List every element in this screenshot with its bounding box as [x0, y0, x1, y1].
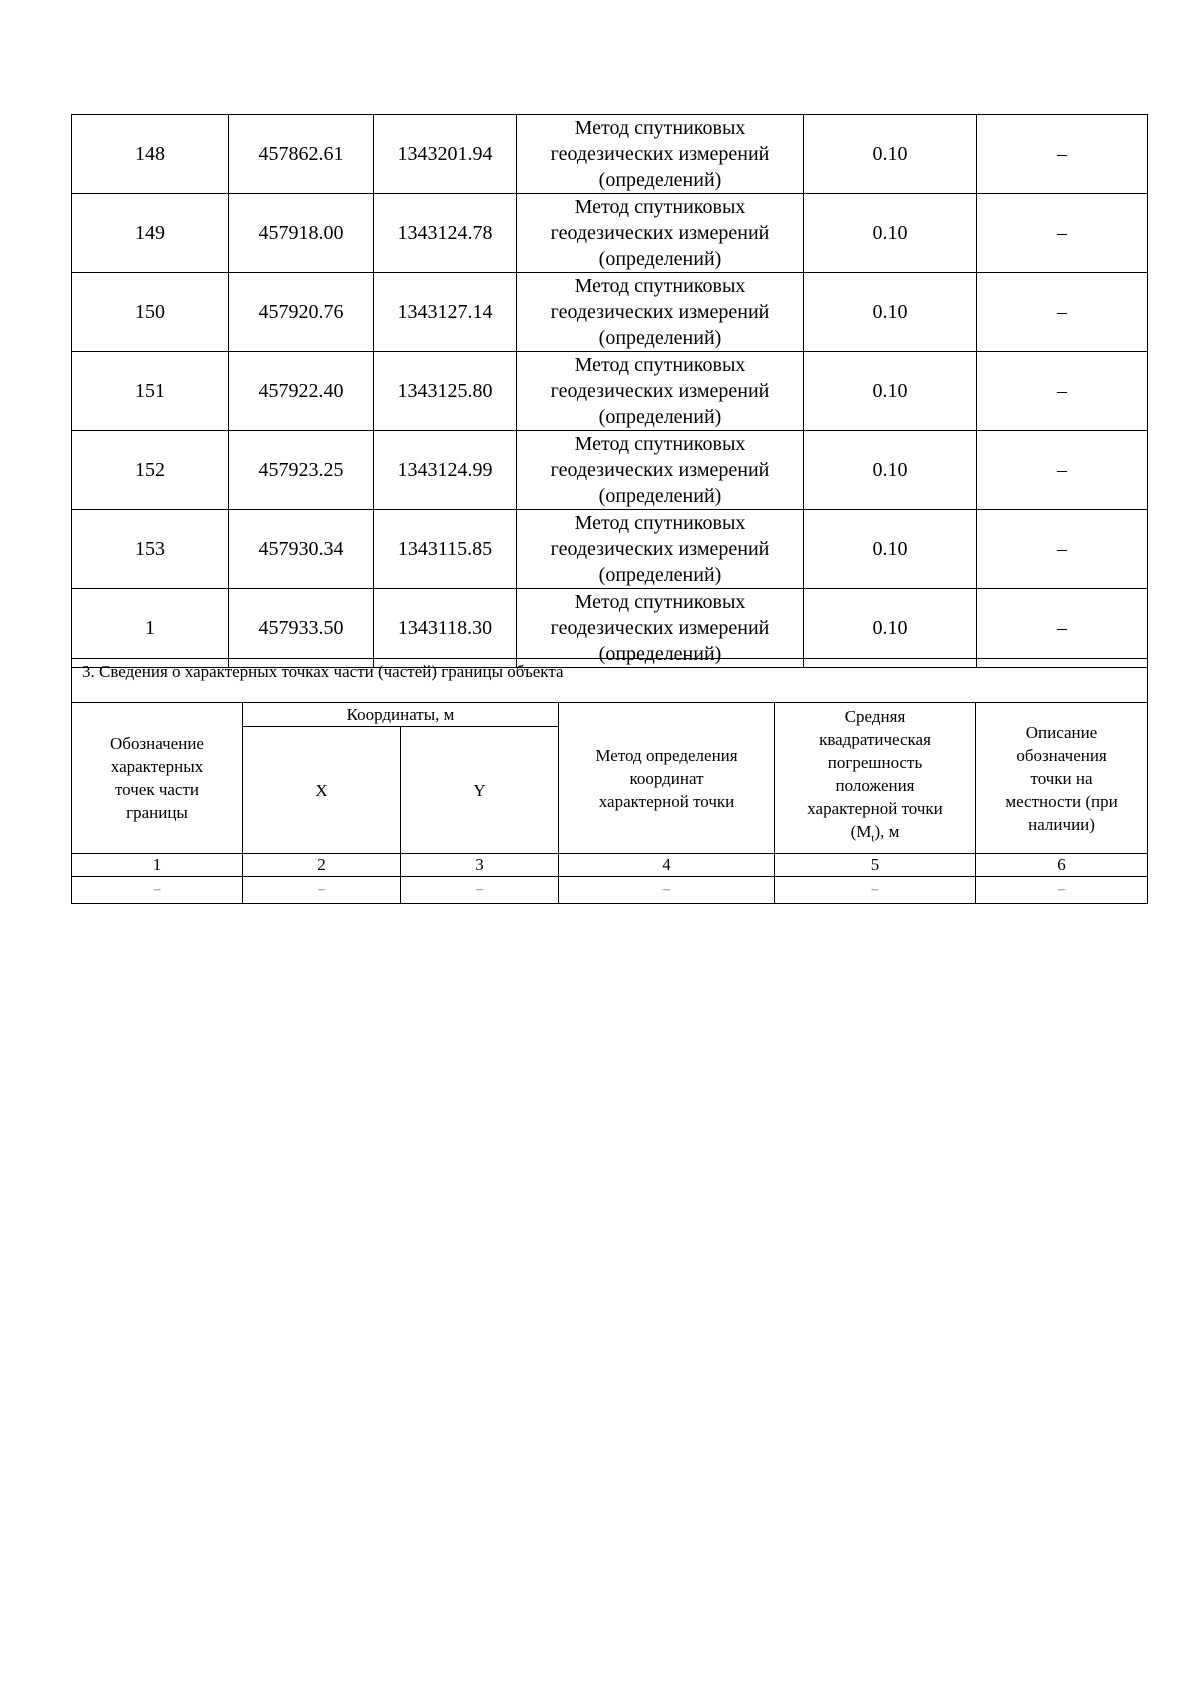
- coord-y: 1343115.85: [374, 510, 517, 589]
- point-number: 149: [72, 194, 229, 273]
- coord-x: 457923.25: [229, 431, 374, 510]
- method-line: (определений): [598, 485, 722, 507]
- point-description: –: [977, 510, 1148, 589]
- mean-error: 0.10: [804, 273, 977, 352]
- table-row: [72, 352, 1148, 431]
- coord-y: 1343124.99: [374, 431, 517, 510]
- header-error: Средняя квадратическая погрешность положения характерной точки $(M_t)$, м: [775, 703, 976, 854]
- mean-error: 0.10: [804, 510, 977, 589]
- mean-error: 0.10: [804, 194, 977, 273]
- method-line: Метод спутниковых: [574, 275, 746, 297]
- point-description: –: [977, 273, 1148, 352]
- mean-error: 0.10: [804, 589, 977, 668]
- header-description: Описание обозначения точки на местности (при наличии): [976, 703, 1148, 854]
- coord-x: 457862.61: [229, 115, 374, 194]
- coord-y: 1343124.78: [374, 194, 517, 273]
- column-number: 4: [559, 854, 775, 877]
- point-description: –: [977, 194, 1148, 273]
- method-line: Метод спутниковых: [574, 512, 746, 534]
- method-line: (определений): [598, 564, 722, 586]
- method-line: геодезических измерений: [550, 143, 770, 165]
- table-row: [72, 589, 1148, 668]
- coord-y: 1343201.94: [374, 115, 517, 194]
- coord-x: 457933.50: [229, 589, 374, 668]
- method-line: геодезических измерений: [550, 222, 770, 244]
- method-line: Метод спутниковых: [574, 117, 746, 139]
- method-line: геодезических измерений: [550, 617, 770, 639]
- header-designation: Обозначение характерных точек части границы: [72, 703, 243, 854]
- point-number: 151: [72, 352, 229, 431]
- empty-cell: –: [775, 877, 976, 904]
- method: [517, 431, 804, 510]
- coord-x: 457930.34: [229, 510, 374, 589]
- method: [517, 510, 804, 589]
- point-description: –: [977, 352, 1148, 431]
- method-line: геодезических измерений: [550, 301, 770, 323]
- point-description: –: [977, 431, 1148, 510]
- method-line: (определений): [598, 248, 722, 270]
- header-coordinates: Координаты, м: [243, 703, 559, 727]
- point-number: 150: [72, 273, 229, 352]
- mean-error: 0.10: [804, 431, 977, 510]
- table-row: [72, 194, 1148, 273]
- method-line: Метод спутниковых: [574, 196, 746, 218]
- column-number: 5: [775, 854, 976, 877]
- section3-title: 3. Сведения о характерных точках части (частей) границы объекта: [72, 659, 1148, 703]
- method-line: (определений): [598, 643, 722, 665]
- header-y: Y: [401, 727, 559, 854]
- point-number: 1: [72, 589, 229, 668]
- method: [517, 352, 804, 431]
- point-description: –: [977, 589, 1148, 668]
- method-line: (определений): [598, 169, 722, 191]
- method: [517, 115, 804, 194]
- column-number: 1: [72, 854, 243, 877]
- method-line: (определений): [598, 406, 722, 428]
- coord-y: 1343127.14: [374, 273, 517, 352]
- coord-x: 457918.00: [229, 194, 374, 273]
- point-number: 152: [72, 431, 229, 510]
- point-description: –: [977, 115, 1148, 194]
- coord-x: 457920.76: [229, 273, 374, 352]
- empty-cell: –: [559, 877, 775, 904]
- method-line: Метод спутниковых: [574, 354, 746, 376]
- method-line: геодезических измерений: [550, 538, 770, 560]
- method-line: геодезических измерений: [550, 380, 770, 402]
- header-method: Метод определения координат характерной точки: [559, 703, 775, 854]
- column-number: 6: [976, 854, 1148, 877]
- method: [517, 589, 804, 668]
- method-line: геодезических измерений: [550, 459, 770, 481]
- method-line: Метод спутниковых: [574, 433, 746, 455]
- method: [517, 194, 804, 273]
- point-number: 148: [72, 115, 229, 194]
- mean-error: 0.10: [804, 115, 977, 194]
- method-line: (определений): [598, 327, 722, 349]
- empty-cell: –: [401, 877, 559, 904]
- column-number: 2: [243, 854, 401, 877]
- section3-table: [71, 658, 1148, 904]
- coord-y: 1343118.30: [374, 589, 517, 668]
- table-row: [72, 273, 1148, 352]
- table-row: [72, 510, 1148, 589]
- mean-error: 0.10: [804, 352, 977, 431]
- method-line: Метод спутниковых: [574, 591, 746, 613]
- table-row: [72, 115, 1148, 194]
- boundary-points-table: [71, 114, 1148, 668]
- column-number: 3: [401, 854, 559, 877]
- header-x: X: [243, 727, 401, 854]
- coord-y: 1343125.80: [374, 352, 517, 431]
- coord-x: 457922.40: [229, 352, 374, 431]
- point-number: 153: [72, 510, 229, 589]
- empty-cell: –: [976, 877, 1148, 904]
- empty-cell: –: [72, 877, 243, 904]
- empty-cell: –: [243, 877, 401, 904]
- method: [517, 273, 804, 352]
- table-row: [72, 431, 1148, 510]
